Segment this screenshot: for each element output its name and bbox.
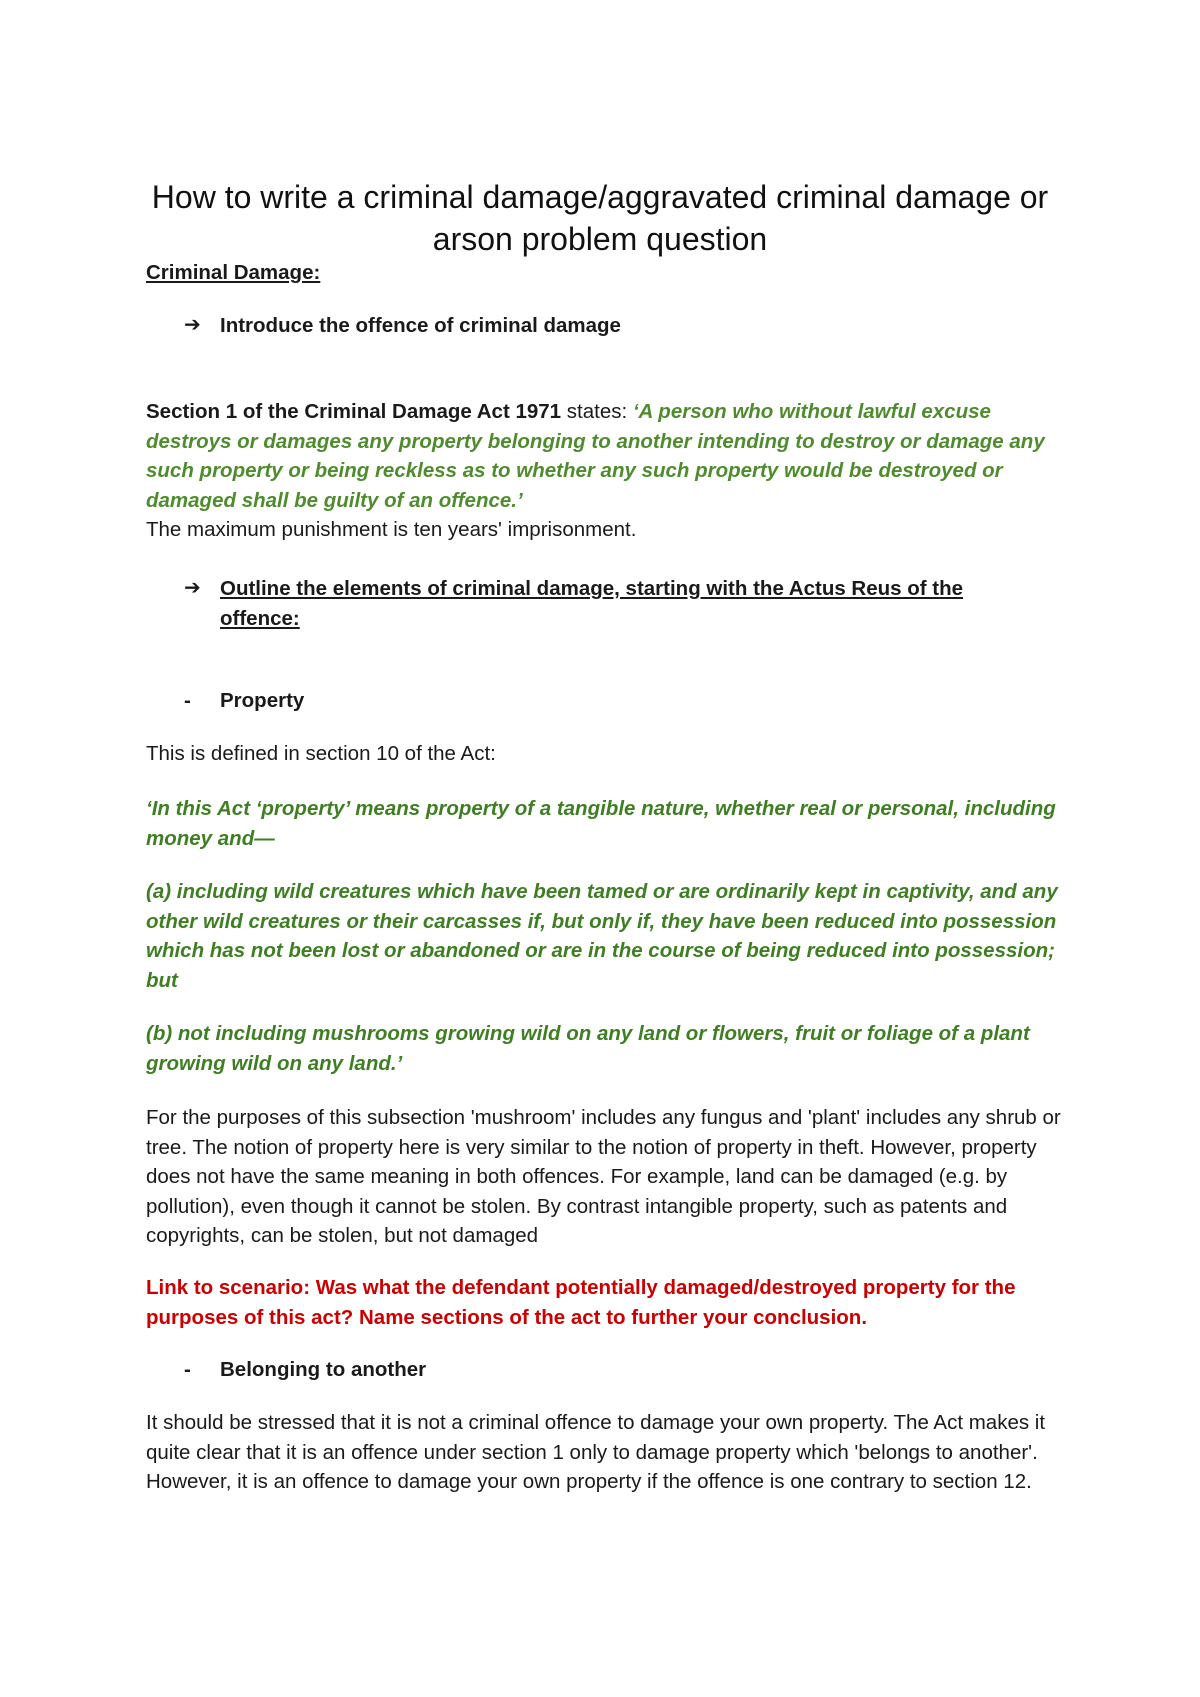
punishment-text: The maximum punishment is ten years' imprisonment. — [146, 518, 637, 541]
arrow-bullet-icon: ➔ — [184, 314, 201, 336]
section-heading: Criminal Damage: — [146, 261, 321, 284]
link-to-scenario: Link to scenario: Was what the defendant potentially damaged/destroyed property for the purposes of this act? Name sections of the act to further your conclusion. — [146, 1276, 1016, 1329]
belonging-text: It should be stressed that it is not a criminal offence to damage your own property. The Act makes it quite clear that it is an offence under section 1 only to damage property which 'belongs to another'. However, it is an offence to damage your own property if the offence is one contrary to section 12. — [146, 1411, 1046, 1493]
statute-quote: ‘A person who without lawful excuse destroys or damages any property belonging to another intending to destroy or damage any such property or being reckless as to whether any such property would be destroyed or damaged shall be guilty of an offence.’ — [146, 400, 1045, 512]
property-quote-a: (a) including wild creatures which have been tamed or are ordinarily kept in captivity, and any other wild creatures or their carcasses if, but only if, they have been reduced into possession which has not been lost or abandoned or are in the course of being reduced into possession; but — [146, 880, 1058, 992]
step-text: Outline the elements of criminal damage, starting with the Actus Reus of the offence: — [220, 577, 964, 630]
dash-bullet: - — [184, 689, 191, 712]
step-text: Introduce the offence of criminal damage — [220, 314, 621, 337]
property-heading-row — [184, 686, 1044, 716]
dash-bullet: - — [184, 1358, 191, 1381]
property-explanation: For the purposes of this subsection 'mushroom' includes any fungus and 'plant' includes any shrub or tree. The notion of property here is very similar to the notion of property in theft. However, property does not have the same meaning in both offences. For example, land can be damaged (e.g. by pollution), even though it cannot be stolen. By contrast intangible property, such as patents and copyrights, can be stolen, but not damaged — [146, 1106, 1061, 1247]
step-outline-elements — [184, 574, 1044, 633]
belonging-heading-row — [184, 1355, 1044, 1385]
property-quote-b: (b) not including mushrooms growing wild on any land or flowers, fruit or foliage of a plant growing wild on any land.’ — [146, 1022, 1030, 1075]
step-introduce-offence — [184, 311, 1044, 341]
statute-paragraph — [146, 397, 1066, 515]
property-quote-main: ‘In this Act ‘property’ means property of a tangible nature, whether real or personal, including money and— — [146, 797, 1056, 850]
property-heading: Property — [220, 689, 305, 712]
statute-name: Section 1 of the Criminal Damage Act 1971 — [146, 400, 562, 423]
property-intro: This is defined in section 10 of the Act: — [146, 742, 496, 765]
belonging-heading: Belonging to another — [220, 1358, 427, 1381]
arrow-bullet-icon: ➔ — [184, 577, 201, 599]
statute-states: states: — [561, 400, 633, 423]
page-title: How to write a criminal damage/aggravated criminal damage or arson problem question — [151, 179, 1049, 257]
